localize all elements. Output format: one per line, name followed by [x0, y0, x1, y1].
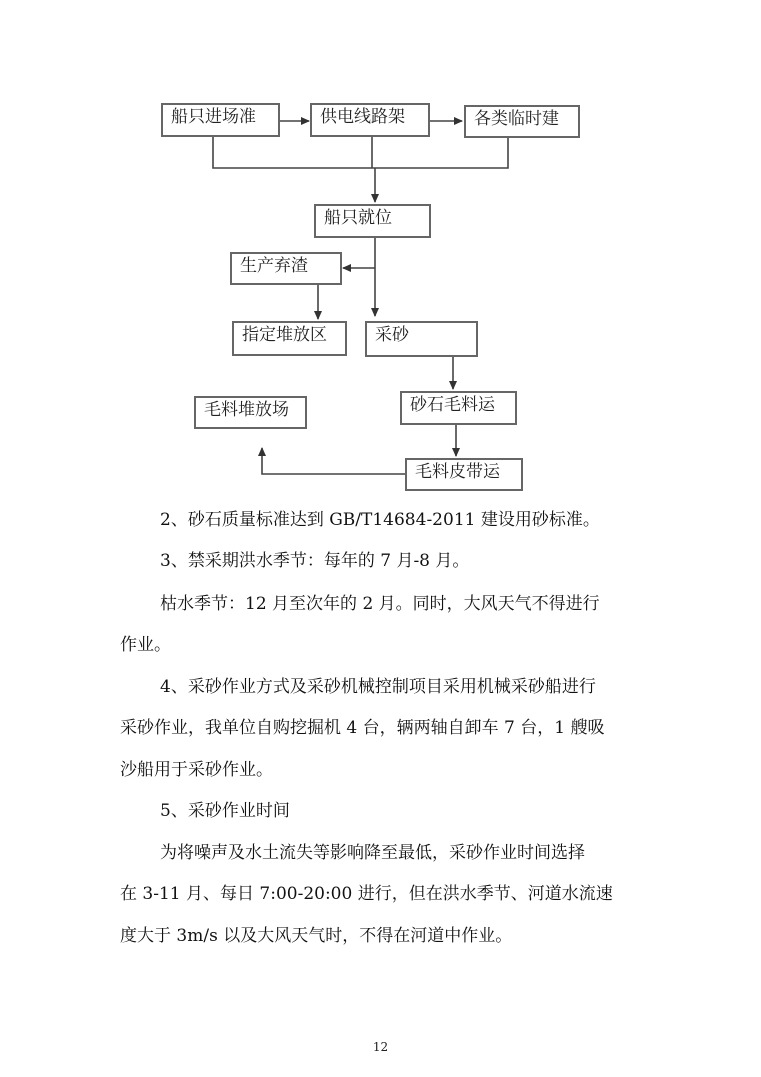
node-ship-position: 船只就位 — [314, 204, 431, 238]
node-sand-mining: 采砂 — [365, 321, 478, 357]
node-gravel-transport: 砂石毛料运 — [400, 391, 517, 425]
node-power-line: 供电线路架 — [310, 103, 430, 137]
node-temp-build: 各类临时建 — [464, 105, 580, 138]
section-heading-work-time: 5、采砂作业时间 — [160, 801, 290, 821]
paragraph-method-line2: 采砂作业，我单位自购挖掘机 4 台，辆两轴自卸车 7 台，1 艘吸 — [120, 718, 605, 738]
paragraph-method-line1: 4、采砂作业方式及采砂机械控制项目采用机械采砂船进行 — [160, 677, 596, 697]
paragraph-work-time-line3: 度大于 3m/s 以及大风天气时，不得在河道中作业。 — [120, 926, 513, 946]
merge-line — [213, 137, 508, 168]
paragraph-method-line3: 沙船用于采砂作业。 — [120, 760, 273, 780]
node-ship-entry: 船只进场准 — [161, 103, 280, 137]
arrow-belt-to-raw — [262, 448, 405, 474]
node-waste: 生产弃渣 — [230, 252, 342, 285]
paragraph-closed-season: 3、禁采期洪水季节：每年的 7 月-8 月。 — [160, 551, 470, 571]
paragraph-dry-season-line1: 枯水季节：12 月至次年的 2 月。同时，大风天气不得进行 — [160, 594, 600, 614]
node-belt-transport: 毛料皮带运 — [405, 458, 523, 491]
paragraph-dry-season-line2: 作业。 — [120, 635, 171, 655]
paragraph-quality-standard: 2、砂石质量标准达到 GB/T14684-2011 建设用砂标准。 — [160, 510, 600, 530]
flowchart-connectors — [0, 0, 761, 500]
node-designated-pile: 指定堆放区 — [232, 321, 347, 356]
paragraph-work-time-line1: 为将噪声及水土流失等影响降至最低，采砂作业时间选择 — [160, 843, 585, 863]
node-raw-pile: 毛料堆放场 — [194, 396, 307, 429]
paragraph-work-time-line2: 在 3-11 月、每日 7:00-20:00 进行，但在洪水季节、河道水流速 — [120, 884, 613, 904]
page-number: 12 — [372, 1040, 389, 1054]
